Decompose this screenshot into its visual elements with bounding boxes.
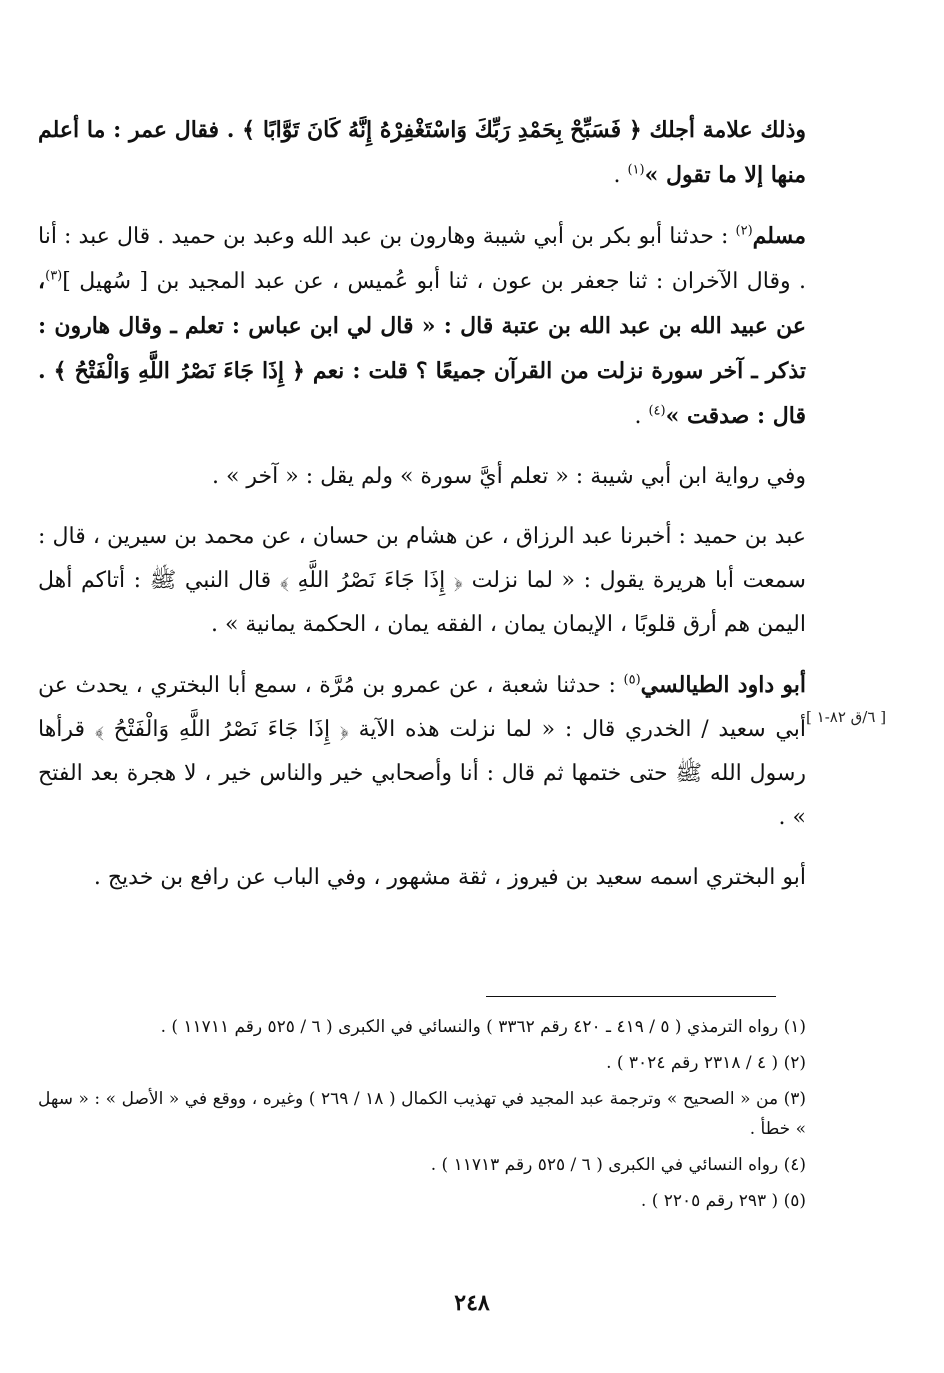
footnote-divider — [486, 996, 776, 997]
main-text — [38, 108, 806, 916]
paragraph-3: وفي رواية ابن أبي شيبة : « تعلم أيَّ سورة » ولم يقل : « آخر » . — [211, 464, 806, 489]
footnotes — [38, 1012, 806, 1222]
footnote-3: (٣) من « الصحيح » وترجمة عبد المجيد في تهذيب الكمال ( ١٨ / ٢٦٩ ) وغيره ، ووقع في « الأصل » : « سهل » خطأ . — [38, 1089, 806, 1139]
footnote-2: (٢) ( ٤ / ٢٣١٨ رقم ٣٠٢٤ ) . — [606, 1053, 806, 1073]
manuscript-folio-note: [ ٦/ق ٨٢-١ ] — [806, 708, 887, 726]
paragraph-4: عبد بن حميد : أخبرنا عبد الرزاق ، عن هشام بن حسان ، عن محمد بن سيرين ، قال : سمعت أبا هريرة يقول : « لما نزلت ﴿ إِذَا جَاءَ نَصْرُ اللَّهِ ﴾ قال النبي ﷺ : أتاكم أهل اليمن هم أرق قلوبًا ، الإيمان يمان ، الفقه يمان ، الحكمة يمانية » . — [38, 524, 806, 637]
footnote-5: (٥) ( ٢٩٣ رقم ٢٢٠٥ ) . — [640, 1191, 806, 1211]
page-number: ٢٤٨ — [454, 1290, 490, 1316]
paragraph-5: أبو داود الطيالسي$^{(٥)}$ : حدثنا شعبة ، عن عمرو بن مُرَّة ، سمع أبا البختري ، يحدث عن أبي سعيد / الخدري قال : « لما نزلت هذه الآية ﴿ إِذَا جَاءَ نَصْرُ اللَّهِ وَالْفَتْحُ ﴾ قرأها رسول الله ﷺ حتى ختمها ثم قال : أنا وأصحابي خير والناس خير ، لا هجرة بعد الفتح » . — [38, 672, 806, 830]
footnote-1: (١) رواه الترمذي ( ٥ / ٤١٩ ـ ٤٢٠ رقم ٣٣٦٢ ) والنسائي في الكبرى ( ٦ / ٥٢٥ رقم ١١٧١١ ) . — [160, 1017, 806, 1037]
paragraph-2: مسلم$^{(٢)}$ : حدثنا أبو بكر بن أبي شيبة وهارون بن عبد الله وعبد بن حميد . قال عبد : أنا . وقال الآخران : ثنا جعفر بن عون ، ثنا أبو عُميس ، عن عبد المجيد بن [ سُهيل ]$^{(٣)}$، عن عبيد الله بن عبد الله بن عتبة قال : « قال لي ابن عباس : تعلم ـ وقال هارون : تذكر ـ آخر سورة نزلت من القرآن جميعًا ؟ قلت : نعم ﴿ إِذَا جَاءَ نَصْرُ اللَّهِ وَالْفَتْحُ ﴾ . قال : صدقت »$^{(٤)}$ . — [38, 223, 806, 429]
footnote-4: (٤) رواه النسائي في الكبرى ( ٦ / ٥٢٥ رقم ١١٧١٣ ) . — [430, 1155, 806, 1175]
paragraph-6: أبو البختري اسمه سعيد بن فيروز ، ثقة مشهور ، وفي الباب عن رافع بن خديج . — [93, 865, 806, 890]
paragraph-1: وذلك علامة أجلك ﴿ فَسَبِّحْ بِحَمْدِ رَبِّكَ وَاسْتَغْفِرْهُ إِنَّهُ كَانَ تَوَّابًا ﴾ . فقال عمر : ما أعلم منها إلا ما تقول »$^{(١)}$ . — [38, 117, 806, 188]
